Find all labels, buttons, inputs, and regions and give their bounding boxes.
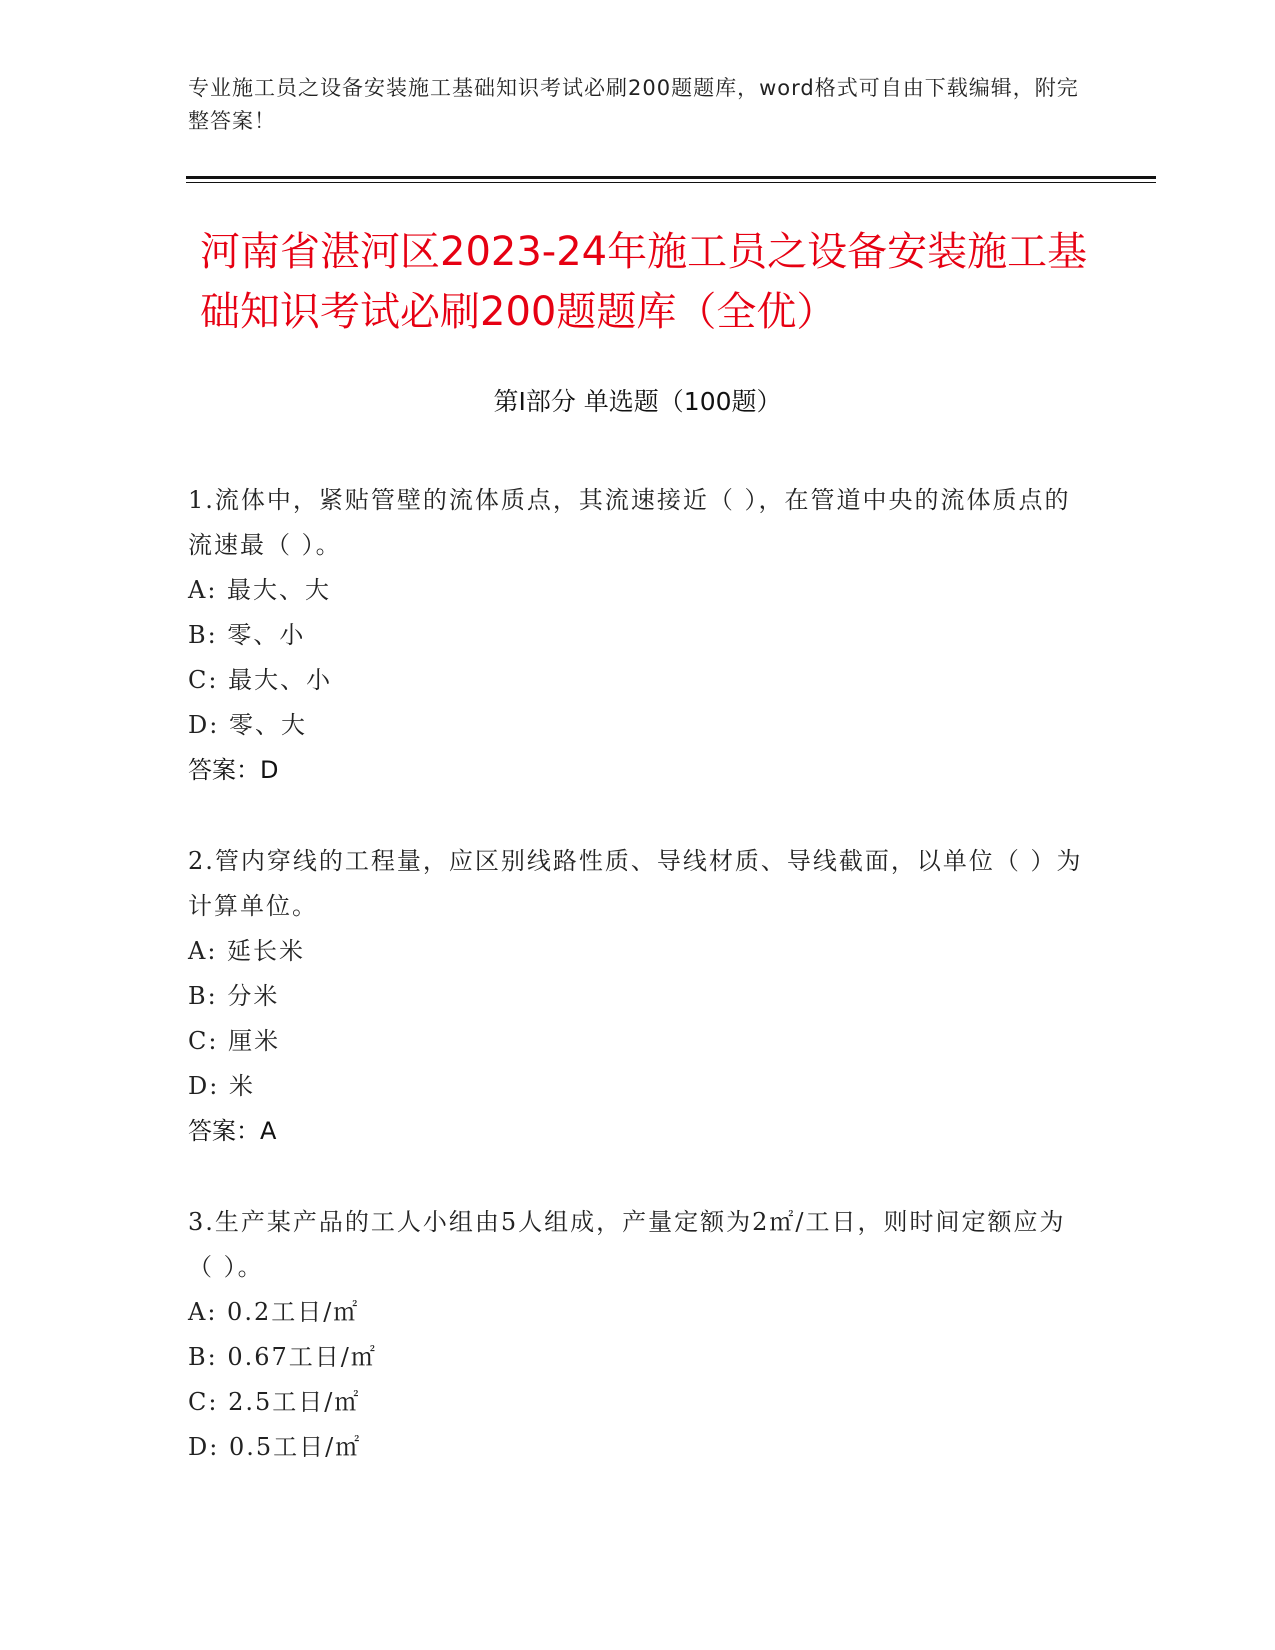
option-c: C: 最大、小 [188,666,333,694]
header-rule-thin [186,182,1156,183]
document-title: 河南省湛河区2023-24年施工员之设备安装施工基础知识考试必刷200题题库（全优） [200,229,1088,335]
option-a: A: 最大、大 [188,576,332,604]
option-b: B: 零、小 [188,621,306,649]
question-2 [188,839,1088,1154]
question-stem: 1.流体中，紧贴管壁的流体质点，其流速接近（ ），在管道中央的流体质点的流速最（ ）。 [188,486,1071,559]
option-b: B: 分米 [188,982,280,1010]
question-stem: 2.管内穿线的工程量，应区别线路性质、导线材质、导线截面，以单位（ ）为计算单位。 [188,847,1083,920]
option-b: B: 0.67工日/㎡ [188,1343,377,1371]
option-d: D: 零、大 [188,711,307,739]
question-1 [188,478,1088,793]
question-list [188,478,1088,1470]
option-c: C: 2.5工日/㎡ [188,1388,361,1416]
option-d: D: 0.5工日/㎡ [188,1433,362,1461]
header-note: 专业施工员之设备安装施工基础知识考试必刷200题题库，word格式可自由下载编辑，附完整答案！ [188,76,1079,133]
option-d: D: 米 [188,1072,255,1100]
option-a: A: 0.2工日/㎡ [188,1298,360,1326]
question-stem: 3.生产某产品的工人小组由5人组成，产量定额为2㎡/工日，则时间定额应为（ ）。 [188,1208,1066,1281]
section-title: 第Ⅰ部分 单选题（100题） [493,387,782,416]
question-gap [188,1154,1088,1200]
option-c: C: 厘米 [188,1027,281,1055]
answer: 答案：A [188,1117,277,1145]
answer: 答案：D [188,756,279,784]
header-rule-thick [186,176,1156,179]
question-gap [188,793,1088,839]
question-3 [188,1200,1088,1470]
option-a: A: 延长米 [188,937,306,965]
